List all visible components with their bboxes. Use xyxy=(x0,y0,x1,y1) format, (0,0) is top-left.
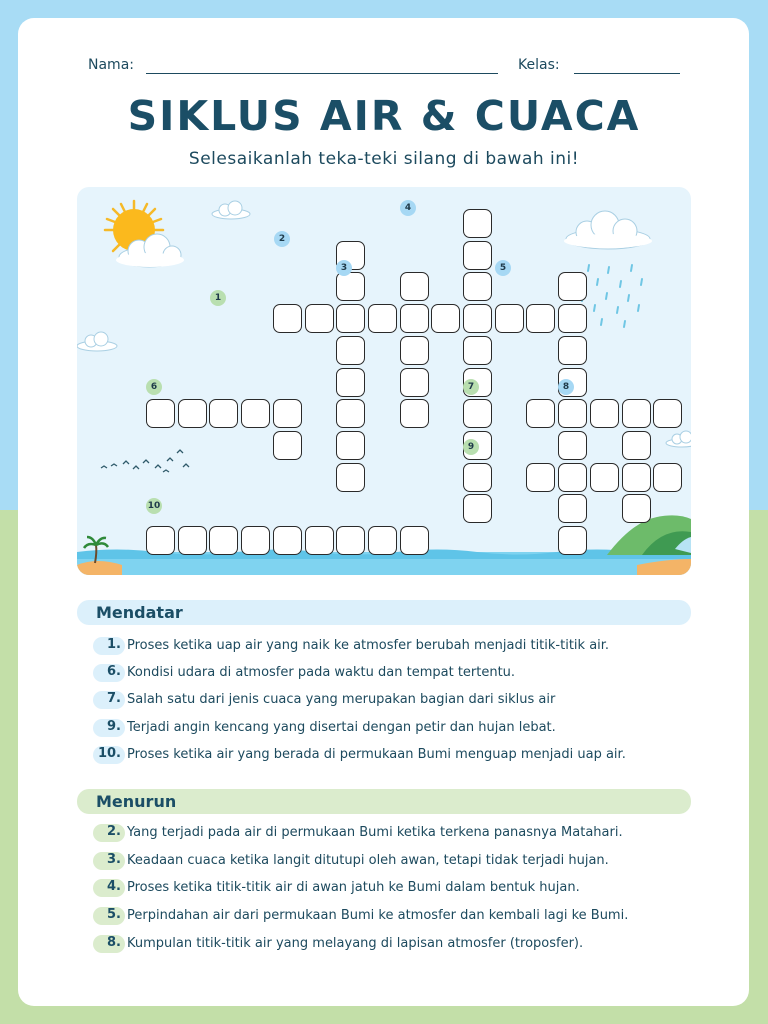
crossword-cell[interactable] xyxy=(495,304,524,333)
crossword-cell[interactable] xyxy=(431,304,460,333)
crossword-cell[interactable] xyxy=(400,272,429,301)
page-title: SIKLUS AIR & CUACA xyxy=(127,92,641,140)
crossword-cell[interactable] xyxy=(273,399,302,428)
crossword-cell[interactable] xyxy=(622,431,651,460)
crossword-cell[interactable] xyxy=(622,399,651,428)
crossword-cell[interactable] xyxy=(336,272,365,301)
name-label: Nama: xyxy=(88,57,134,73)
crossword-cell[interactable] xyxy=(526,463,555,492)
crossword-cell[interactable] xyxy=(336,463,365,492)
crossword-cell[interactable] xyxy=(558,431,587,460)
clue-number-5: 5 xyxy=(495,260,511,276)
mendatar-header xyxy=(77,600,691,625)
crossword-cell[interactable] xyxy=(241,399,270,428)
name-field[interactable] xyxy=(146,73,498,74)
crossword-cell[interactable] xyxy=(526,304,555,333)
crossword-cell[interactable] xyxy=(463,494,492,523)
crossword-cell[interactable] xyxy=(146,526,175,555)
crossword-cell[interactable] xyxy=(400,304,429,333)
crossword-cell[interactable] xyxy=(178,526,207,555)
clue-number-10: 10 xyxy=(146,498,162,514)
page-subtitle: Selesaikanlah teka-teki silang di bawah ini! xyxy=(188,149,580,169)
crossword-cell[interactable] xyxy=(622,463,651,492)
crossword-cell[interactable] xyxy=(209,399,238,428)
crossword-cell[interactable] xyxy=(305,304,334,333)
crossword-cell[interactable] xyxy=(368,526,397,555)
hill-icon xyxy=(607,515,691,555)
clue-number-3: 3 xyxy=(336,260,352,276)
crossword-cell[interactable] xyxy=(400,336,429,365)
crossword-cell[interactable] xyxy=(336,336,365,365)
menurun-heading: Menurun xyxy=(96,792,177,811)
crossword-cell[interactable] xyxy=(558,526,587,555)
crossword-cell[interactable] xyxy=(463,399,492,428)
crossword-cell[interactable] xyxy=(463,336,492,365)
clue-number-4: 4 xyxy=(400,200,416,216)
crossword-cell[interactable] xyxy=(336,304,365,333)
crossword-cell[interactable] xyxy=(558,272,587,301)
crossword-cell[interactable] xyxy=(463,463,492,492)
crossword-cell[interactable] xyxy=(653,463,682,492)
clue-number-6: 6 xyxy=(146,379,162,395)
clue-number-7: 7 xyxy=(463,379,479,395)
clue-number-9: 9 xyxy=(463,439,479,455)
clue-number-2: 2 xyxy=(274,231,290,247)
crossword-cell[interactable] xyxy=(463,209,492,238)
crossword-cell[interactable] xyxy=(368,304,397,333)
crossword-cell[interactable] xyxy=(336,431,365,460)
crossword-cell[interactable] xyxy=(622,494,651,523)
crossword-cell[interactable] xyxy=(558,494,587,523)
scenery-illustration xyxy=(77,187,691,575)
crossword-cell[interactable] xyxy=(273,431,302,460)
crossword-cell[interactable] xyxy=(558,304,587,333)
crossword-cell[interactable] xyxy=(653,399,682,428)
crossword-cell[interactable] xyxy=(463,304,492,333)
crossword-cell[interactable] xyxy=(336,399,365,428)
crossword-cell[interactable] xyxy=(463,272,492,301)
mendatar-heading: Mendatar xyxy=(96,603,183,622)
class-label: Kelas: xyxy=(518,57,560,73)
cloud-icon xyxy=(77,332,117,351)
crossword-cell[interactable] xyxy=(146,399,175,428)
crossword-cell[interactable] xyxy=(273,304,302,333)
crossword-cell[interactable] xyxy=(305,526,334,555)
crossword-cell[interactable] xyxy=(590,399,619,428)
menurun-header xyxy=(77,789,691,814)
cloud-icon xyxy=(212,201,250,219)
crossword-panel xyxy=(77,187,691,575)
crossword-cell[interactable] xyxy=(241,526,270,555)
crossword-cell[interactable] xyxy=(336,526,365,555)
crossword-cell[interactable] xyxy=(400,526,429,555)
clue-number-8: 8 xyxy=(558,379,574,395)
crossword-cell[interactable] xyxy=(209,526,238,555)
crossword-cell[interactable] xyxy=(336,368,365,397)
class-field[interactable] xyxy=(574,73,680,74)
crossword-cell[interactable] xyxy=(178,399,207,428)
birds-icon xyxy=(101,450,189,472)
cloud-icon xyxy=(666,431,691,447)
crossword-cell[interactable] xyxy=(400,399,429,428)
crossword-cell[interactable] xyxy=(463,241,492,270)
crossword-cell[interactable] xyxy=(558,463,587,492)
crossword-cell[interactable] xyxy=(558,399,587,428)
crossword-cell[interactable] xyxy=(526,399,555,428)
clue-number-1: 1 xyxy=(210,290,226,306)
crossword-cell[interactable] xyxy=(558,336,587,365)
crossword-cell[interactable] xyxy=(590,463,619,492)
crossword-cell[interactable] xyxy=(400,368,429,397)
crossword-cell[interactable] xyxy=(273,526,302,555)
